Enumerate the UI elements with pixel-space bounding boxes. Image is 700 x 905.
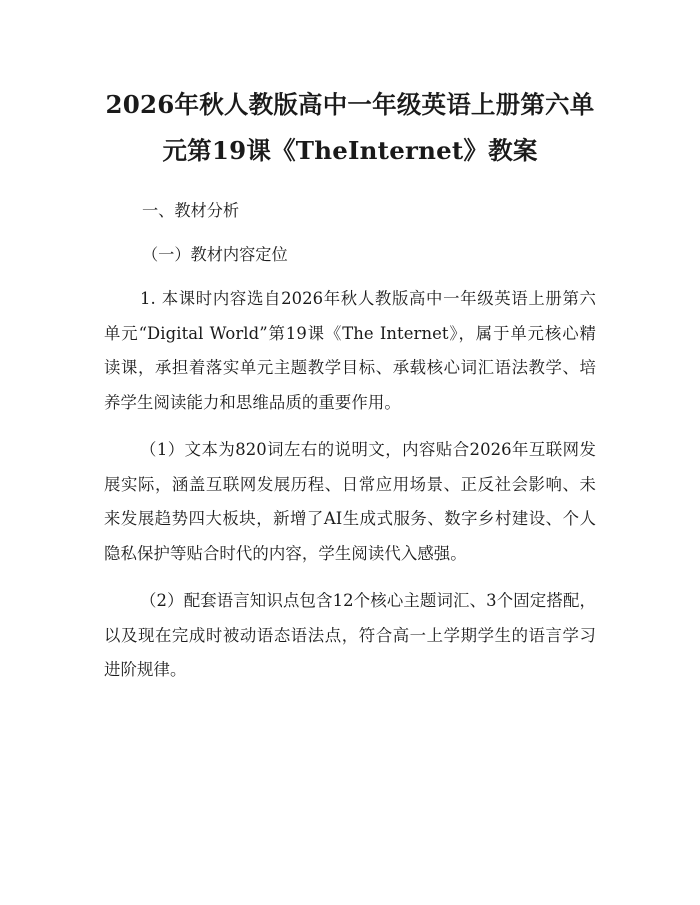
paragraph-language-points: （2）配套语言知识点包含12个核心主题词汇、3个固定搭配，以及现在完成时被动语态语法点，符合高一上学期学生的语言学习进阶规律。 — [104, 591, 596, 679]
document-title — [104, 82, 596, 174]
paragraph-intro: 1. 本课时内容选自2026年秋人教版高中一年级英语上册第六单元“Digital World”第19课《The Internet》，属于单元核心精读课，承担着落实单元主题教学目标、承载核心词汇语法教学、培养学生阅读能力和思维品质的重要作用。 — [104, 289, 596, 412]
title-line-2: 元第19课《TheInternet》教案 — [162, 136, 538, 165]
paragraph-text-description: （1）文本为820词左右的说明文，内容贴合2026年互联网发展实际，涵盖互联网发展历程、日常应用场景、正反社会影响、未来发展趋势四大板块，新增了AI生成式服务、数字乡村建设、个人隐私保护等贴合时代的内容，学生阅读代入感强。 — [104, 440, 596, 563]
section-heading: 一、教材分析 — [142, 201, 240, 220]
subsection-heading: （一）教材内容定位 — [142, 245, 288, 264]
title-line-1: 2026年秋人教版高中一年级英语上册第六单 — [105, 90, 595, 119]
